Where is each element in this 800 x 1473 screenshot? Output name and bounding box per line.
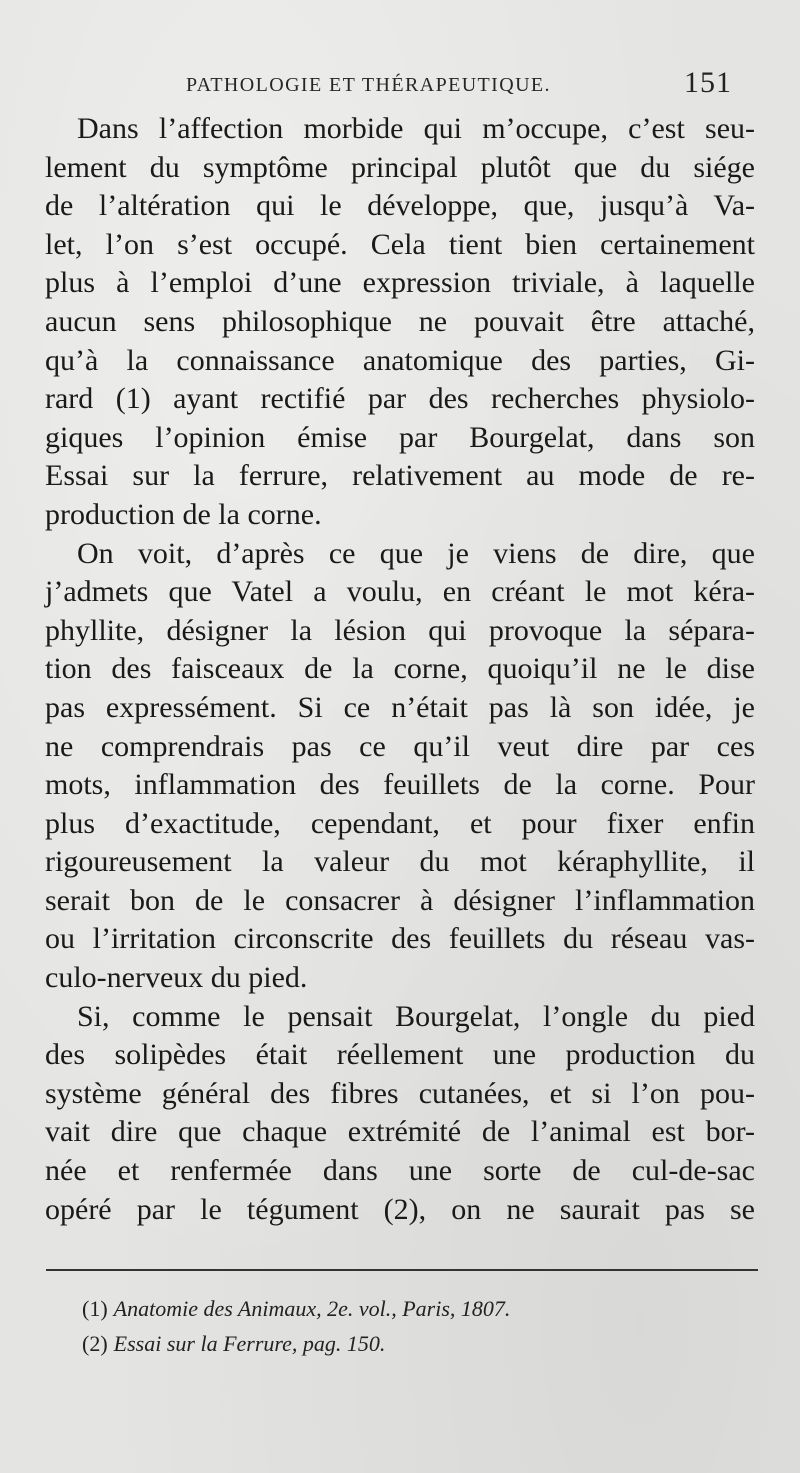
text-line: lement du symptôme principal plutôt que du siége [45, 150, 755, 184]
text-line: aucun sens philosophique ne pouvait être attaché, [45, 304, 755, 338]
text-line: des solipèdes était réellement une production du [45, 1038, 755, 1072]
footnote-text: Anatomie des Animaux, 2e. vol., Paris, 1807. [113, 1296, 511, 1321]
text-line: tion des faisceaux de la corne, quoiqu’il ne le dise [45, 652, 755, 686]
text-line: Si, comme le pensait Bourgelat, l’ongle du pied [77, 999, 755, 1033]
text-line: mots, inflammation des feuillets de la corne. Pour [45, 768, 755, 802]
text-line: rigoureusement la valeur du mot kéraphyllite, il [45, 845, 755, 879]
text-line: phyllite, désigner la lésion qui provoque la sépara- [45, 613, 755, 647]
text-line: pas expressément. Si ce n’était pas là son idée, je [45, 690, 755, 724]
text-line: let, l’on s’est occupé. Cela tient bien certainement [45, 227, 755, 261]
text-line: née et renfermée dans une sorte de cul-de-sac [45, 1154, 755, 1188]
text-line: Essai sur la ferrure, relativement au mode de re- [45, 459, 755, 493]
text-line: production de la corne. [45, 497, 322, 531]
footnote-1 [82, 1291, 510, 1326]
text-line: plus d’exactitude, cependant, et pour fixer enfin [45, 806, 755, 840]
text-line: ou l’irritation circonscrite des feuillets du réseau vas- [45, 922, 755, 956]
text-line: culo-nerveux du pied. [45, 961, 308, 995]
text-line: ne comprendrais pas ce qu’il veut dire par ces [45, 729, 755, 763]
footnote-text: Essai sur la Ferrure, pag. 150. [113, 1331, 386, 1356]
text-line: j’admets que Vatel a voulu, en créant le mot kéra- [45, 575, 755, 609]
text-line: Dans l’affection morbide qui m’occupe, c’est seu- [77, 112, 755, 145]
footnote-2 [82, 1326, 510, 1361]
footnote-mark: (2) [82, 1331, 108, 1356]
body-text [45, 110, 755, 1229]
text-line: On voit, d’après ce que je viens de dire, que [77, 536, 755, 570]
text-line: système général des fibres cutanées, et si l’on pou- [45, 1076, 755, 1110]
footnote-mark: (1) [82, 1296, 108, 1321]
footnotes [82, 1291, 510, 1361]
text-line: plus à l’emploi d’une expression triviale, à laquelle [45, 266, 755, 300]
text-line: de l’altération qui le développe, que, jusqu’à Va- [45, 189, 755, 223]
text-line: qu’à la connaissance anatomique des parties, Gi- [45, 343, 755, 377]
text-line: serait bon de le consacrer à désigner l’inflammation [45, 883, 755, 917]
running-head: PATHOLOGIE ET THÉRAPEUTIQUE. [186, 74, 551, 96]
text-line: rard (1) ayant rectifié par des recherches physiolo- [45, 382, 755, 416]
text-line: opéré par le tégument (2), on ne saurait pas se [45, 1192, 755, 1226]
text-line: vait dire que chaque extrémité de l’animal est bor- [45, 1115, 755, 1149]
page-number: 151 [684, 66, 732, 99]
text-line: giques l’opinion émise par Bourgelat, dans son [45, 420, 755, 454]
footnote-rule [46, 1269, 758, 1271]
